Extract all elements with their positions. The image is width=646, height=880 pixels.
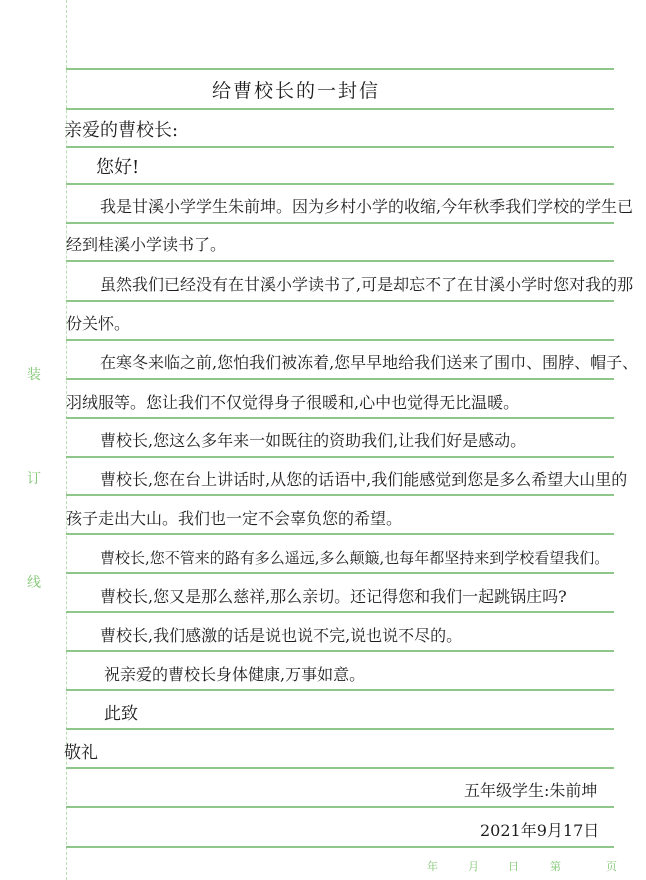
letter-line: 经到桂溪小学读书了。 xyxy=(66,235,227,254)
footer-year-label: 年 xyxy=(427,860,438,873)
letter-line: 此致 xyxy=(104,704,138,724)
footer-page-prefix: 第 xyxy=(550,860,561,873)
letter-salutation: 亲爱的曹校长: xyxy=(64,120,179,141)
footer-month-label: 月 xyxy=(468,860,479,873)
ruled-line xyxy=(66,767,614,769)
letter-line: 曹校长,我们感激的话是说也说不完,说也说不尽的。 xyxy=(100,626,463,645)
ruled-line xyxy=(66,533,614,535)
ruled-line xyxy=(66,494,614,496)
ruled-line xyxy=(66,222,614,224)
binding-mark: 装 xyxy=(27,367,41,383)
letter-line: 我是甘溪小学学生朱前坤。因为乡村小学的收缩,今年秋季我们学校的学生已 xyxy=(100,197,634,216)
letter-line: 虽然我们已经没有在甘溪小学读书了,可是却忘不了在甘溪小学时您对我的那 xyxy=(100,275,634,294)
ruled-line xyxy=(66,339,614,341)
ruled-line xyxy=(66,146,614,148)
ruled-line xyxy=(66,728,614,730)
ruled-line xyxy=(66,846,614,848)
footer-page-suffix: 页 xyxy=(606,860,617,873)
ruled-line xyxy=(66,806,614,808)
letter-line: 曹校长,您在台上讲话时,从您的话语中,我们能感觉到您是多么希望大山里的 xyxy=(100,470,628,489)
binding-mark: 线 xyxy=(27,575,41,591)
letter-line: 祝亲爱的曹校长身体健康,万事如意。 xyxy=(104,665,366,684)
ruled-line xyxy=(66,378,614,380)
ruled-line xyxy=(66,650,614,652)
letter-line: 曹校长,您又是那么慈祥,那么亲切。还记得您和我们一起跳锅庄吗? xyxy=(100,587,567,606)
letter-line: 份关怀。 xyxy=(66,314,131,333)
letter-line: 孩子走出大山。我们也一定不会辜负您的希望。 xyxy=(66,509,403,528)
letter-title: 给曹校长的一封信 xyxy=(212,80,381,102)
ruled-line xyxy=(66,183,614,185)
letter-greeting: 您好! xyxy=(96,157,140,178)
ruled-line xyxy=(66,260,614,262)
letter-line: 曹校长,您这么多年来一如既往的资助我们,让我们好是感动。 xyxy=(100,431,527,450)
ruled-line xyxy=(66,572,614,574)
ruled-line xyxy=(66,611,614,613)
ruled-line xyxy=(66,689,614,691)
letter-line: 敬礼 xyxy=(64,743,98,763)
ruled-line xyxy=(66,456,614,458)
letter-signature: 五年级学生:朱前坤 xyxy=(464,781,598,800)
footer-day-label: 日 xyxy=(508,860,519,873)
ruled-line xyxy=(66,68,614,70)
letter-line: 在寒冬来临之前,您怕我们被冻着,您早早地给我们送来了围巾、围脖、帽子、 xyxy=(100,353,639,372)
ruled-line xyxy=(66,108,614,110)
letter-date: 2021年9月17日 xyxy=(480,821,600,840)
letter-line: 羽绒服等。您让我们不仅觉得身子很暖和,心中也觉得无比温暖。 xyxy=(66,393,520,412)
ruled-line xyxy=(66,417,614,419)
binding-mark: 订 xyxy=(27,471,41,487)
ruled-line xyxy=(66,300,614,302)
letter-line: 曹校长,您不管来的路有多么遥远,多么颠簸,也每年都坚持来到学校看望我们。 xyxy=(100,549,610,567)
